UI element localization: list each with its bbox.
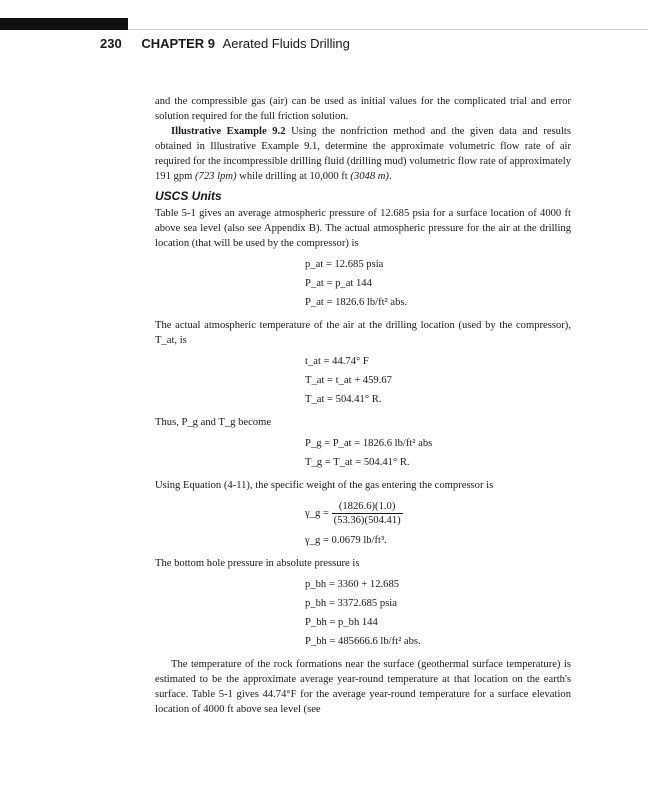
atm-paragraph: Table 5-1 gives an average atmospheric pressure of 12.685 psia for a surface location of 4000 ft above sea level (also see Appendix B). The actual atmospheric pressure for the air at the drilling location (that will be used by the compressor) is [155,208,571,249]
intro-paragraph: and the compressible gas (air) can be used as initial values for the complicated trial and error solution required for the full friction solution. [155,96,571,122]
final-paragraph: The temperature of the rock formations near the surface (geothermal surface temperature) is estimated to be the approximate average year-round temperature at that location on the earth's surface. Table 5-1 gives 44.74°F for the average year-round temperature for a surface elevation location of 4000 ft above sea level (see [155,659,571,715]
equation: P_at = 1826.6 lb/ft² abs. [305,297,408,308]
bottom-paragraph: The bottom hole pressure in absolute pressure is [155,558,360,569]
equation-paragraph: Using Equation (4-11), the specific weight of the gas entering the compressor is [155,480,494,491]
equation: p_bh = 3372.685 psia [305,598,397,609]
equation-fraction [305,497,571,531]
equation: T_at = 504.41° R. [305,394,382,405]
section-heading: USCS Units [155,189,222,203]
equation: p_at = 12.685 psia [305,259,384,270]
equations-gamma [155,497,571,550]
chapter-label: CHAPTER 9 [141,36,216,51]
header-rule [128,29,648,30]
equation: t_at = 44.74° F [305,356,369,367]
page-number: 230 [100,36,122,51]
example-label: Illustrative Example 9.2 [171,126,286,137]
equation: p_bh = 3360 + 12.685 [305,579,400,590]
equations-atm [155,255,571,312]
equation: P_bh = 485666.6 lb/ft² abs. [305,636,421,647]
gamma-lhs: γ_g = [305,508,329,519]
example-text-b: while drilling at 10,000 ft [236,171,351,182]
header-bar [0,18,128,30]
example-text-a: Using the nonfriction method and the given data and results obtained in Illustrative Example 9.1, determine the approximate volumetric flow rate of air required for the incompressible drilling fluid (drilling mud) volumetric flow rate of approximately 191 gpm [155,126,571,182]
page-body [155,94,571,717]
equation: P_at = p_at 144 [305,278,372,289]
example-metric-depth: (3048 m) [350,171,389,182]
temp-paragraph: The actual atmospheric temperature of the air at the drilling location (used by the compressor), T_at, is [155,320,571,346]
example-metric-flow: (723 lpm) [195,171,237,182]
fraction-denominator: (53.36)(504.41) [333,515,401,527]
equation: T_g = T_at = 504.41° R. [305,457,410,468]
chapter-title: Aerated Fluids Drilling [222,36,350,51]
equation: P_bh = p_bh 144 [305,617,378,628]
equation: T_at = t_at + 459.67 [305,375,392,386]
equation: γ_g = 0.0679 lb/ft³. [305,535,387,546]
equations-thus [155,434,571,472]
equations-bottom [155,575,571,651]
example-paragraph [155,124,571,184]
example-text-c: . [388,171,392,182]
running-header [100,36,350,52]
thus-paragraph: Thus, P_g and T_g become [155,417,272,428]
fraction-numerator: (1826.6)(1.0) [332,500,403,514]
fraction [332,500,403,527]
equations-temp [155,352,571,409]
equation: P_g = P_at = 1826.6 lb/ft² abs [305,438,433,449]
